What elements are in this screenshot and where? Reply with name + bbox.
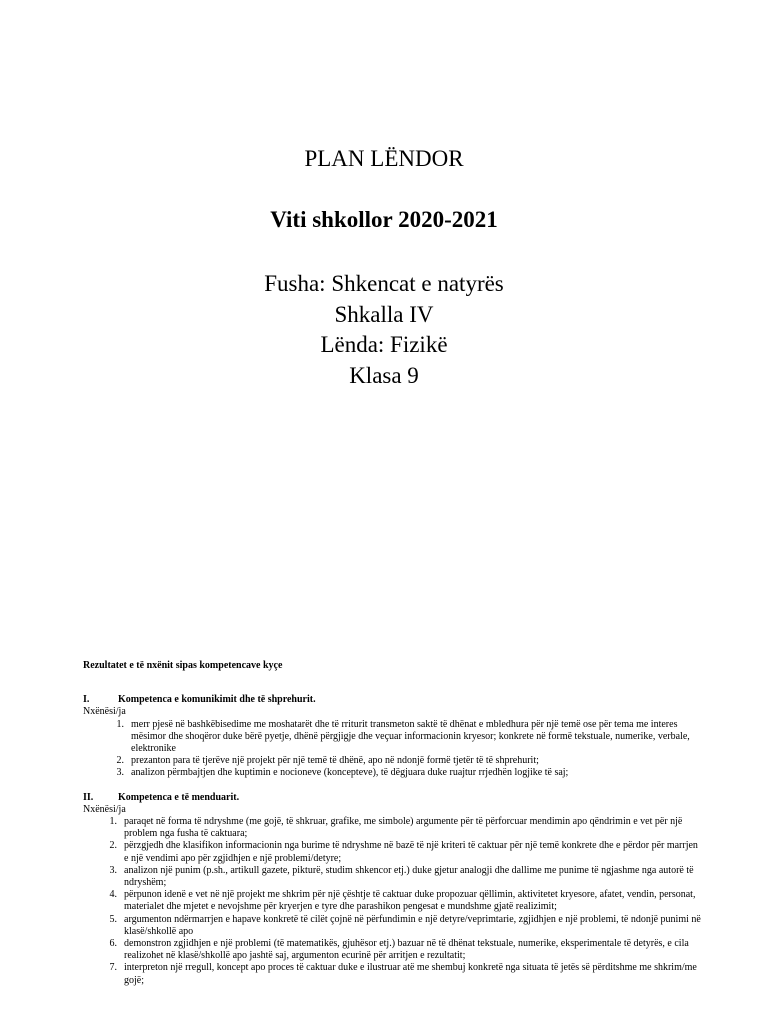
item-text: demonstron zgjidhjen e një problemi (të matematikës, gjuhësor etj.) bazuar në të dhënat tekstuale, numerike, eksperimentale të detyrës, e cila realizohet në klasë/shkollë apo jashtë saj, argumenton ecurinë për arritjen e rezultatit; <box>124 938 689 962</box>
section-number: II. <box>83 791 94 803</box>
list-item <box>83 865 703 889</box>
list-item <box>83 938 703 962</box>
item-text: prezanton para të tjerëve një projekt për një temë të dhënë, apo në ndonjë formë tjetër të të shprehurit; <box>131 755 539 767</box>
item-number: 6. <box>109 938 117 950</box>
list-item <box>83 767 703 779</box>
item-text: merr pjesë në bashkëbisedime me moshatarët dhe të rriturit transmeton saktë të dhënat e mbledhura për një temë ose për tema me interes mësimor dhe shoqëror duke bërë pyetje, dhënë përgjigje dhe veçuar informacionin kryesor; konkrete në formë tekstuale, numerike, verbale, elektronike <box>131 718 690 755</box>
results-heading: Rezultatet e të nxënit sipas kompetencave kyçe <box>83 660 283 671</box>
pupil-label: Nxënësi/ja <box>83 706 126 718</box>
field-line: Fusha: Shkencat e natyrës <box>264 271 504 296</box>
list-item <box>83 840 703 864</box>
school-year: Viti shkollor 2020-2021 <box>270 207 498 232</box>
item-number: 5. <box>109 913 117 925</box>
plan-title: PLAN LËNDOR <box>304 146 464 171</box>
cover-details <box>0 269 768 391</box>
item-text: përzgjedh dhe klasifikon informacionin nga burime të ndryshme në bazë të një kriteri të caktuar për një temë konkrete dhe e përdor për marrjen e një vendimi apo për zgjidhjen e një problemi/detyre; <box>124 840 698 864</box>
item-text: analizon përmbajtjen dhe kuptimin e nocioneve (koncepteve), të dëgjuara duke ruajtur rrjedhën logjike të saj; <box>131 767 569 779</box>
section-heading-thinking <box>83 792 703 804</box>
section-heading-communication <box>83 694 703 706</box>
item-number: 3. <box>109 864 117 876</box>
pupil-label: Nxënësi/ja <box>83 803 126 815</box>
item-number: 2. <box>109 840 117 852</box>
communication-items-list <box>83 719 703 780</box>
list-item <box>83 889 703 913</box>
list-item <box>83 914 703 938</box>
subject-line: Lënda: Fizikë <box>320 332 448 357</box>
item-number: 2. <box>116 755 124 767</box>
section-title: Kompetenca e të menduarit. <box>118 791 240 803</box>
item-number: 7. <box>109 962 117 974</box>
list-item <box>83 816 703 840</box>
item-number: 3. <box>116 767 124 779</box>
list-item <box>83 755 703 767</box>
level-line: Shkalla IV <box>334 301 434 327</box>
item-text: argumenton ndërmarrjen e hapave konkretë të cilët çojnë në përfundimin e një detyre/veprimtarie, zgjidhjen e një problemi, të ndonjë punimi në klasë/shkollë apo <box>124 913 701 937</box>
item-text: paraqet në forma të ndryshme (me gojë, të shkruar, grafike, me simbole) argumente për të përforcuar mendimin apo qëndrimin e vet për një problem nga fusha të caktuara; <box>124 816 683 840</box>
section-number: I. <box>83 694 90 706</box>
competences-content <box>83 660 703 987</box>
list-item <box>83 962 703 986</box>
grade-line: Klasa 9 <box>349 362 419 388</box>
item-text: përpunon idenë e vet në një projekt me shkrim për një çështje të caktuar duke propozuar qëllimin, aktivitetet kryesore, afatet, vendin, personat, materialet dhe mjetet e nevojshme për kryerjen e tyre dhe parashikon pengesat e mundshme gjatë realizimit; <box>124 889 696 913</box>
list-item <box>83 719 703 756</box>
section-title: Kompetenca e komunikimit dhe të shprehurit. <box>118 694 316 706</box>
thinking-items-list <box>83 816 703 987</box>
item-number: 1. <box>109 816 117 828</box>
item-number: 1. <box>116 718 124 730</box>
item-text: interpreton një rregull, koncept apo proces të caktuar duke e ilustruar atë me shembuj konkretë nga situata të jetës së përditshme me shkrim/me gojë; <box>124 962 697 986</box>
item-number: 4. <box>109 889 117 901</box>
item-text: analizon një punim (p.sh., artikull gazete, pikturë, studim shkencor etj.) duke gjetur analogji dhe dallime me punime të ngjashme nga autorë të ndryshëm; <box>124 864 694 889</box>
